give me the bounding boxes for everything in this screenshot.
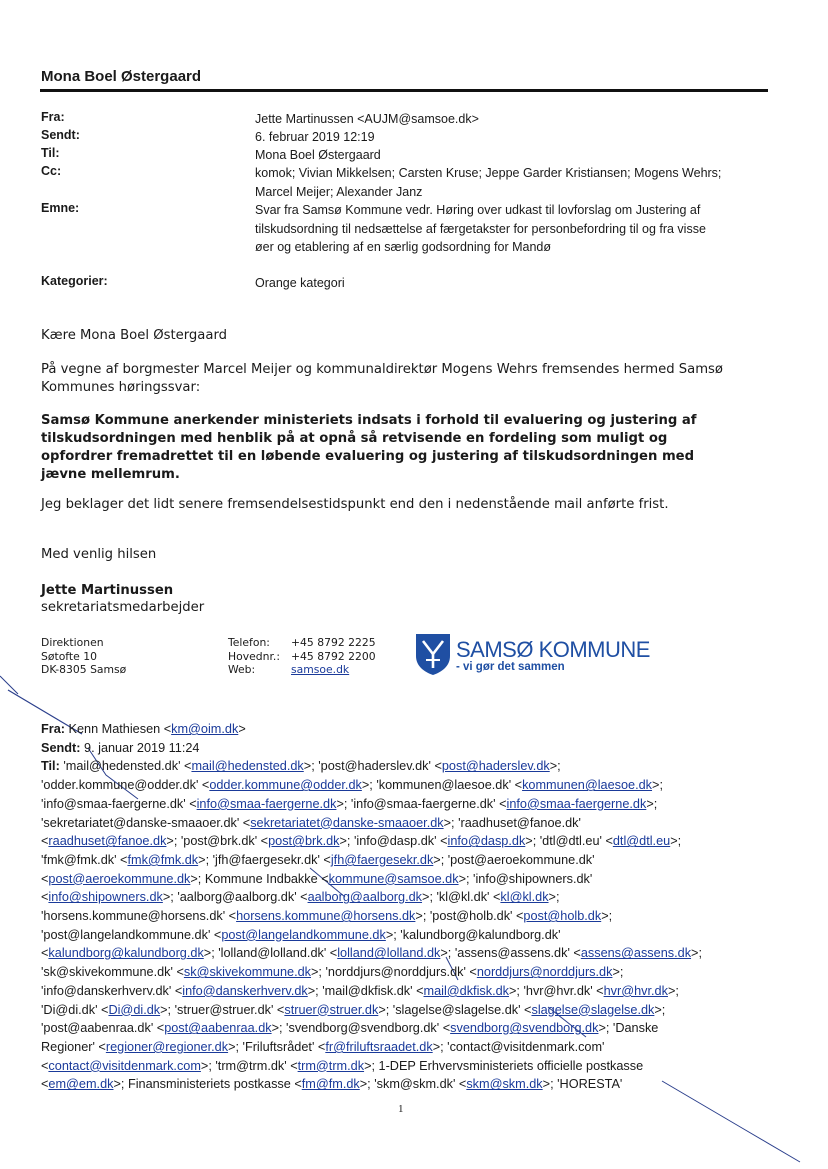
email-link[interactable]: info@shipowners.dk bbox=[48, 890, 163, 905]
recip-text: >; bbox=[548, 890, 560, 905]
signer-title: sekretariatsmedarbejder bbox=[41, 600, 205, 615]
email-link[interactable]: mail@hedensted.dk bbox=[191, 759, 304, 774]
email-link[interactable]: sk@skivekommune.dk bbox=[183, 965, 311, 980]
sig-web-link[interactable]: samsoe.dk bbox=[291, 663, 350, 676]
sig-tel: +45 8792 2225 bbox=[291, 636, 376, 649]
recip-text: 'horsens.kommune@horsens.dk' < bbox=[41, 909, 237, 924]
recipient-line bbox=[41, 757, 801, 776]
subject-line-2: tilskudsordning til nedsættelse af færgetakster for personbefordring til og fra visse bbox=[255, 221, 706, 236]
recip-text: 'post@aabenraa.dk' < bbox=[41, 1021, 165, 1036]
recip-text: >; 'info@smaa-faergerne.dk' < bbox=[336, 796, 507, 811]
email-link[interactable]: info@danskerhverv.dk bbox=[182, 983, 308, 998]
email-link[interactable]: slagelse@slagelse.dk bbox=[531, 1002, 655, 1017]
page-number: 1 bbox=[398, 1103, 404, 1115]
recip-text: >; bbox=[691, 946, 702, 961]
email-link[interactable]: odder.kommune@odder.dk bbox=[209, 778, 362, 793]
fwd-sent-label: Sendt: bbox=[41, 740, 81, 755]
recipient-line bbox=[41, 1075, 801, 1094]
sig-city: DK-8305 Samsø bbox=[41, 663, 127, 676]
recip-text: < bbox=[41, 1058, 49, 1073]
recip-text: >; 'kl@kl.dk' < bbox=[422, 890, 501, 905]
recip-text: >; 'aalborg@aalborg.dk' < bbox=[162, 890, 308, 905]
email-link[interactable]: Di@di.dk bbox=[108, 1002, 161, 1017]
recip-text: 'Di@di.dk' < bbox=[41, 1002, 109, 1017]
recipient-line bbox=[41, 963, 801, 982]
email-link[interactable]: raadhuset@fanoe.dk bbox=[48, 834, 167, 849]
recip-text: >; 'norddjurs@norddjurs.dk' < bbox=[311, 965, 477, 980]
recipient-line bbox=[41, 1001, 801, 1020]
forwarded-message bbox=[41, 720, 801, 1094]
subject-label: Emne: bbox=[41, 201, 80, 215]
recip-text: < bbox=[41, 946, 49, 961]
recip-text: >; 'post@brk.dk' < bbox=[166, 834, 269, 849]
statement-line-2: tilskudsordningen med henblik på at opnå så retvisende en fordeling som muligt og bbox=[41, 431, 668, 446]
fwd-sent-value: 9. januar 2019 11:24 bbox=[84, 740, 200, 755]
recip-text: 'fmk@fmk.dk' < bbox=[41, 852, 128, 867]
recip-text: >; Finansministeriets postkasse < bbox=[113, 1077, 302, 1092]
recip-text: >; bbox=[646, 796, 658, 811]
to-label: Til: bbox=[41, 146, 60, 160]
recipient-line bbox=[41, 926, 801, 945]
recip-text: >; bbox=[654, 1002, 666, 1017]
logo-wordmark: SAMSØ KOMMUNE bbox=[456, 637, 650, 662]
email-link[interactable]: post@langelandkommune.dk bbox=[221, 927, 386, 942]
recip-text: Regioner' < bbox=[41, 1039, 106, 1054]
sent-label: Sendt: bbox=[41, 128, 80, 142]
email-link[interactable]: kommunen@laesoe.dk bbox=[522, 778, 653, 793]
recipient-line bbox=[41, 982, 801, 1001]
email-link[interactable]: em@em.dk bbox=[48, 1077, 114, 1092]
sent-value: 6. februar 2019 12:19 bbox=[255, 130, 375, 144]
recip-text: 'sekretariatet@danske-smaaoer.dk' < bbox=[41, 815, 251, 830]
recip-text: >; 'svendborg@svendborg.dk' < bbox=[271, 1021, 451, 1036]
email-link[interactable]: fr@friluftsraadet.dk bbox=[325, 1039, 433, 1054]
recip-text: >; 'kalundborg@kalundborg.dk' bbox=[385, 927, 561, 942]
email-link[interactable]: kalundborg@kalundborg.dk bbox=[48, 946, 204, 961]
statement-line-1: Samsø Kommune anerkender ministeriets indsats i forhold til evaluering og justering af bbox=[41, 413, 697, 428]
intro-line-1: På vegne af borgmester Marcel Meijer og kommunaldirektør Mogens Wehrs fremsendes hermed Samsø bbox=[41, 362, 723, 377]
email-link[interactable]: skm@skm.dk bbox=[466, 1077, 543, 1092]
statement-line-4: jævne mellemrum. bbox=[41, 467, 180, 482]
recip-text: >; 'post@holb.dk' < bbox=[415, 909, 524, 924]
recip-text: >; 'post@aeroekommune.dk' bbox=[433, 852, 595, 867]
recip-text: >; bbox=[670, 834, 682, 849]
email-link[interactable]: assens@assens.dk bbox=[580, 946, 692, 961]
recip-text: >; bbox=[601, 909, 613, 924]
recip-text: 'post@langelandkommune.dk' < bbox=[41, 927, 222, 942]
recipient-line bbox=[41, 814, 801, 833]
email-link[interactable]: horsens.kommune@horsens.dk bbox=[236, 909, 416, 924]
email-link[interactable]: jfh@faergesekr.dk bbox=[330, 852, 434, 867]
recipient-line bbox=[41, 944, 801, 963]
recip-text: < bbox=[41, 871, 49, 886]
recip-text: >; 'trm@trm.dk' < bbox=[200, 1058, 298, 1073]
subject-line-3: øer og etablering af en særlig godsordning for Mandø bbox=[255, 240, 551, 254]
recip-text: >; bbox=[652, 778, 663, 793]
sig-main-label: Hovednr.: bbox=[228, 649, 280, 663]
sig-org: Direktionen bbox=[41, 636, 104, 649]
sig-tel-label: Telefon: bbox=[228, 636, 270, 649]
recip-text: < bbox=[41, 834, 49, 849]
category-label: Kategorier: bbox=[41, 274, 108, 288]
recip-text: >; bbox=[549, 759, 561, 774]
recipient-line bbox=[41, 832, 801, 851]
email-link[interactable]: post@aabenraa.dk bbox=[164, 1021, 272, 1036]
recip-text: 'sk@skivekommune.dk' < bbox=[41, 965, 184, 980]
email-link[interactable]: struer@struer.dk bbox=[284, 1002, 379, 1017]
fwd-from-name: Kenn Mathiesen < bbox=[68, 722, 172, 736]
recip-text: >; bbox=[612, 965, 624, 980]
closing: Med venlig hilsen bbox=[41, 547, 157, 562]
recip-text: >; 'HORESTA' bbox=[542, 1077, 623, 1092]
recip-text: >; 'struer@struer.dk' < bbox=[160, 1002, 285, 1017]
recip-text: 'mail@hedensted.dk' < bbox=[59, 759, 192, 774]
fwd-from-line bbox=[41, 720, 801, 739]
from-label: Fra: bbox=[41, 110, 65, 124]
recip-text: >; 'Danske bbox=[598, 1021, 659, 1036]
email-link[interactable]: kommune@samsoe.dk bbox=[328, 871, 459, 886]
cc-line-1: komok; Vivian Mikkelsen; Carsten Kruse; Jeppe Garder Kristiansen; Mogens Wehrs; bbox=[255, 166, 722, 180]
fwd-from-email[interactable]: km@oim.dk bbox=[171, 722, 239, 736]
email-link[interactable]: lolland@lolland.dk bbox=[337, 946, 441, 961]
sig-web-label: Web: bbox=[228, 663, 256, 676]
sig-main-number: +45 8792 2200 bbox=[291, 649, 376, 663]
recip-text: >; 'info@dasp.dk' < bbox=[339, 834, 448, 849]
recip-text: >; 'info@shipowners.dk' bbox=[458, 871, 593, 886]
email-link[interactable]: info@dasp.dk bbox=[447, 834, 526, 849]
recip-text: >; 'mail@dkfisk.dk' < bbox=[307, 983, 424, 998]
email-link[interactable]: trm@trm.dk bbox=[297, 1058, 365, 1073]
mailbox-owner: Mona Boel Østergaard bbox=[41, 68, 202, 85]
recipient-line bbox=[41, 870, 801, 889]
intro-line-2: Kommunes høringssvar: bbox=[41, 380, 201, 395]
recipient-line bbox=[41, 907, 801, 926]
email-link[interactable]: kl@kl.dk bbox=[500, 890, 549, 905]
email-link[interactable]: regioner@regioner.dk bbox=[105, 1039, 229, 1054]
recip-text: >; 'kommunen@laesoe.dk' < bbox=[361, 778, 523, 793]
fwd-from-label: Fra: bbox=[41, 722, 65, 736]
recip-text: >; 'skm@skm.dk' < bbox=[359, 1077, 467, 1092]
recip-text: >; 'slagelse@slagelse.dk' < bbox=[378, 1002, 532, 1017]
recip-text: >; 'post@haderslev.dk' < bbox=[303, 759, 442, 774]
email-link[interactable]: sekretariatet@danske-smaaoer.dk bbox=[250, 815, 444, 830]
recip-text: >; 'dtl@dtl.eu' < bbox=[525, 834, 613, 849]
email-link[interactable]: post@brk.dk bbox=[268, 834, 340, 849]
subject-line-1: Svar fra Samsø Kommune vedr. Høring over udkast til lovforslag om Justering af bbox=[255, 203, 701, 217]
cc-line-2: Marcel Meijer; Alexander Janz bbox=[255, 184, 423, 199]
to-value: Mona Boel Østergaard bbox=[255, 148, 381, 162]
recip-text: 'info@smaa-faergerne.dk' < bbox=[41, 796, 197, 811]
email-link[interactable]: fmk@fmk.dk bbox=[127, 852, 199, 867]
email-link[interactable]: dtl@dtl.eu bbox=[612, 834, 671, 849]
cc-label: Cc: bbox=[41, 164, 62, 178]
recip-text: >; 'assens@assens.dk' < bbox=[440, 946, 581, 961]
email-link[interactable]: mail@dkfisk.dk bbox=[423, 983, 509, 998]
fwd-to-label: Til: bbox=[41, 759, 60, 774]
recip-text: < bbox=[41, 1077, 49, 1092]
statement-line-3: opfordrer fremadrettet til en løbende evaluering og justering af tilskudsordningen med bbox=[41, 449, 695, 464]
email-link[interactable]: post@aeroekommune.dk bbox=[48, 871, 191, 886]
email-link[interactable]: post@haderslev.dk bbox=[441, 759, 550, 774]
recip-text: >; 'contact@visitdenmark.com' bbox=[432, 1039, 605, 1054]
recipient-line bbox=[41, 888, 801, 907]
email-link[interactable]: hvr@hvr.dk bbox=[603, 983, 668, 998]
apology-paragraph: Jeg beklager det lidt senere fremsendelsestidspunkt end den i nedenstående mail anførte frist. bbox=[41, 497, 669, 512]
recipient-line bbox=[41, 776, 801, 795]
recip-text: >; 'jfh@faergesekr.dk' < bbox=[198, 852, 331, 867]
recip-text: 'info@danskerhverv.dk' < bbox=[41, 983, 183, 998]
recip-text: >; Kommune Indbakke < bbox=[190, 871, 329, 886]
email-link[interactable]: svendborg@svendborg.dk bbox=[450, 1021, 599, 1036]
recipient-line bbox=[41, 795, 801, 814]
recip-text: >; 'hvr@hvr.dk' < bbox=[509, 983, 604, 998]
recipient-line bbox=[41, 1057, 801, 1076]
email-link[interactable]: info@smaa-faergerne.dk bbox=[196, 796, 337, 811]
email-link[interactable]: fm@fm.dk bbox=[301, 1077, 360, 1092]
recip-text: >; 1-DEP Erhvervsministeriets officielle postkasse bbox=[364, 1058, 644, 1073]
logo-tagline: - vi gør det sammen bbox=[456, 661, 565, 673]
recipient-line bbox=[41, 851, 801, 870]
email-link[interactable]: contact@visitdenmark.com bbox=[48, 1058, 201, 1073]
sig-street: Søtofte 10 bbox=[41, 649, 97, 663]
fwd-sent-line bbox=[41, 739, 801, 758]
recip-text: >; 'Friluftsrådet' < bbox=[228, 1039, 326, 1054]
email-link[interactable]: norddjurs@norddjurs.dk bbox=[476, 965, 613, 980]
email-link[interactable]: aalborg@aalborg.dk bbox=[307, 890, 423, 905]
recipient-line bbox=[41, 1038, 801, 1057]
recip-text: < bbox=[41, 890, 49, 905]
email-link[interactable]: post@holb.dk bbox=[523, 909, 602, 924]
greeting: Kære Mona Boel Østergaard bbox=[41, 328, 228, 343]
recip-text: 'odder.kommune@odder.dk' < bbox=[41, 778, 210, 793]
recip-text: >; 'raadhuset@fanoe.dk' bbox=[443, 815, 581, 830]
email-link[interactable]: info@smaa-faergerne.dk bbox=[506, 796, 647, 811]
fwd-from-end: > bbox=[238, 722, 246, 736]
recip-text: >; 'lolland@lolland.dk' < bbox=[203, 946, 338, 961]
from-value: Jette Martinussen <AUJM@samsoe.dk> bbox=[255, 112, 479, 126]
category-value: Orange kategori bbox=[255, 276, 345, 290]
recipient-line bbox=[41, 1019, 801, 1038]
recip-text: >; bbox=[667, 983, 679, 998]
signer-name: Jette Martinussen bbox=[41, 583, 174, 598]
